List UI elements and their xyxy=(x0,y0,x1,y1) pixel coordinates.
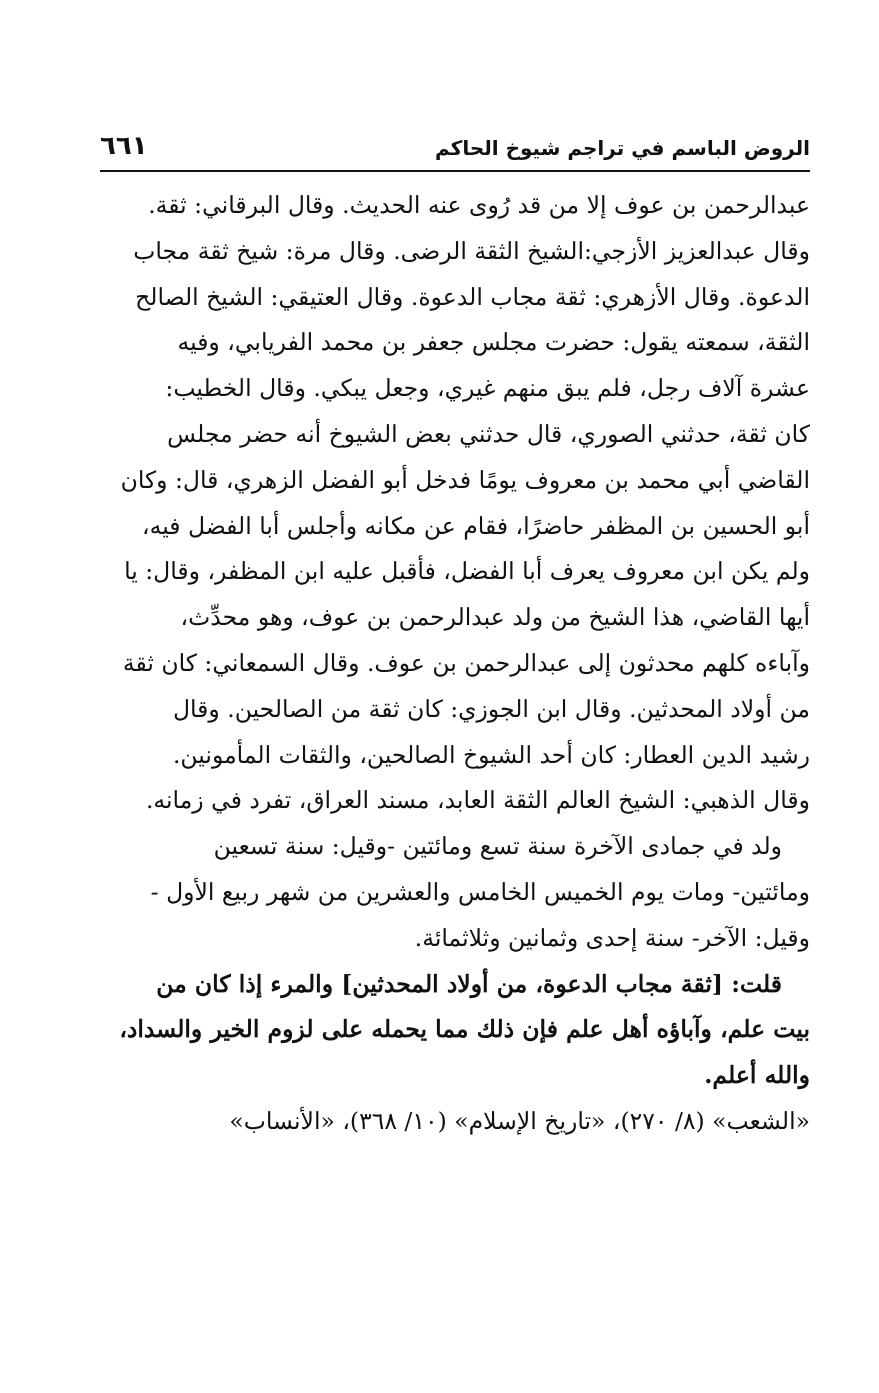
paragraph-biography xyxy=(105,183,810,824)
text-line: «الشعب» (٨/ ٢٧٠)، «تاريخ الإسلام» (١٠/ ٣٦٨)، «الأنساب» xyxy=(229,1106,810,1135)
paragraph-author-verdict xyxy=(105,962,810,1099)
text-line: ولم يكن ابن معروف يعرف أبا الفضل، فأقبل عليه ابن المظفر، وقال: يا xyxy=(124,557,810,586)
text-line: وآباءه كلهم محدثون إلى عبدالرحمن بن عوف. وقال السمعاني: كان ثقة xyxy=(122,648,810,677)
text-line: بيت علم، وآباؤه أهل علم فإن ذلك مما يحمله على لزوم الخير والسداد، xyxy=(119,1015,810,1044)
running-header xyxy=(100,128,810,170)
text-line: أيها القاضي، هذا الشيخ من ولد عبدالرحمن بن عوف، وهو محدِّث، xyxy=(180,603,810,632)
text-line: عشرة آلاف رجل، فلم يبق منهم غيري، وجعل يبكي. وقال الخطيب: xyxy=(165,374,810,403)
text-line: وقيل: الآخر- سنة إحدى وثمانين وثلاثمائة. xyxy=(414,923,810,952)
page-number: ٦٦١ xyxy=(100,131,148,161)
text-line: ومائتين- ومات يوم الخميس الخامس والعشرين من شهر ربيع الأول - xyxy=(150,877,810,906)
text-line: الدعوة. وقال الأزهري: ثقة مجاب الدعوة. وقال العتيقي: الشيخ الصالح xyxy=(135,282,810,311)
running-title: الروض الباسم في تراجم شيوخ الحاكم xyxy=(435,136,810,160)
header-rule xyxy=(100,170,810,172)
text-line: كان ثقة، حدثني الصوري، قال حدثني بعض الشيوخ أنه حضر مجلس xyxy=(167,419,810,448)
text-line: عبدالرحمن بن عوف إلا من قد رُوى عنه الحديث. وقال البرقاني: ثقة. xyxy=(148,191,810,219)
text-line: رشيد الدين العطار: كان أحد الشيوخ الصالحين، والثقات المأمونين. xyxy=(172,740,810,769)
text-line: وقال عبدالعزيز الأزجي:الشيخ الثقة الرضى. وقال مرة: شيخ ثقة مجاب xyxy=(133,236,810,265)
main-text xyxy=(105,183,810,1145)
text-line: الثقة، سمعته يقول: حضرت مجلس جعفر بن محمد الفريابي، وفيه xyxy=(177,328,810,357)
text-line: ولد في جمادى الآخرة سنة تسع ومائتين -وقيل: سنة تسعين xyxy=(213,832,782,861)
paragraph-dates xyxy=(105,824,810,961)
text-line: القاضي أبي محمد بن معروف يومًا فدخل أبو الفضل الزهري، قال: وكان xyxy=(120,465,810,494)
paragraph-references xyxy=(105,1099,810,1145)
text-line: والله أعلم. xyxy=(704,1061,810,1090)
text-line: من أولاد المحدثين. وقال ابن الجوزي: كان ثقة من الصالحين. وقال xyxy=(172,694,810,723)
text-line: وقال الذهبي: الشيخ العالم الثقة العابد، مسند العراق، تفرد في زمانه. xyxy=(145,786,810,815)
text-line: قلت: [ثقة مجاب الدعوة، من أولاد المحدثين] والمرء إذا كان من xyxy=(156,969,782,998)
text-line: أبو الحسين بن المظفر حاضرًا، فقام عن مكانه وأجلس أبا الفضل فيه، xyxy=(142,511,810,540)
